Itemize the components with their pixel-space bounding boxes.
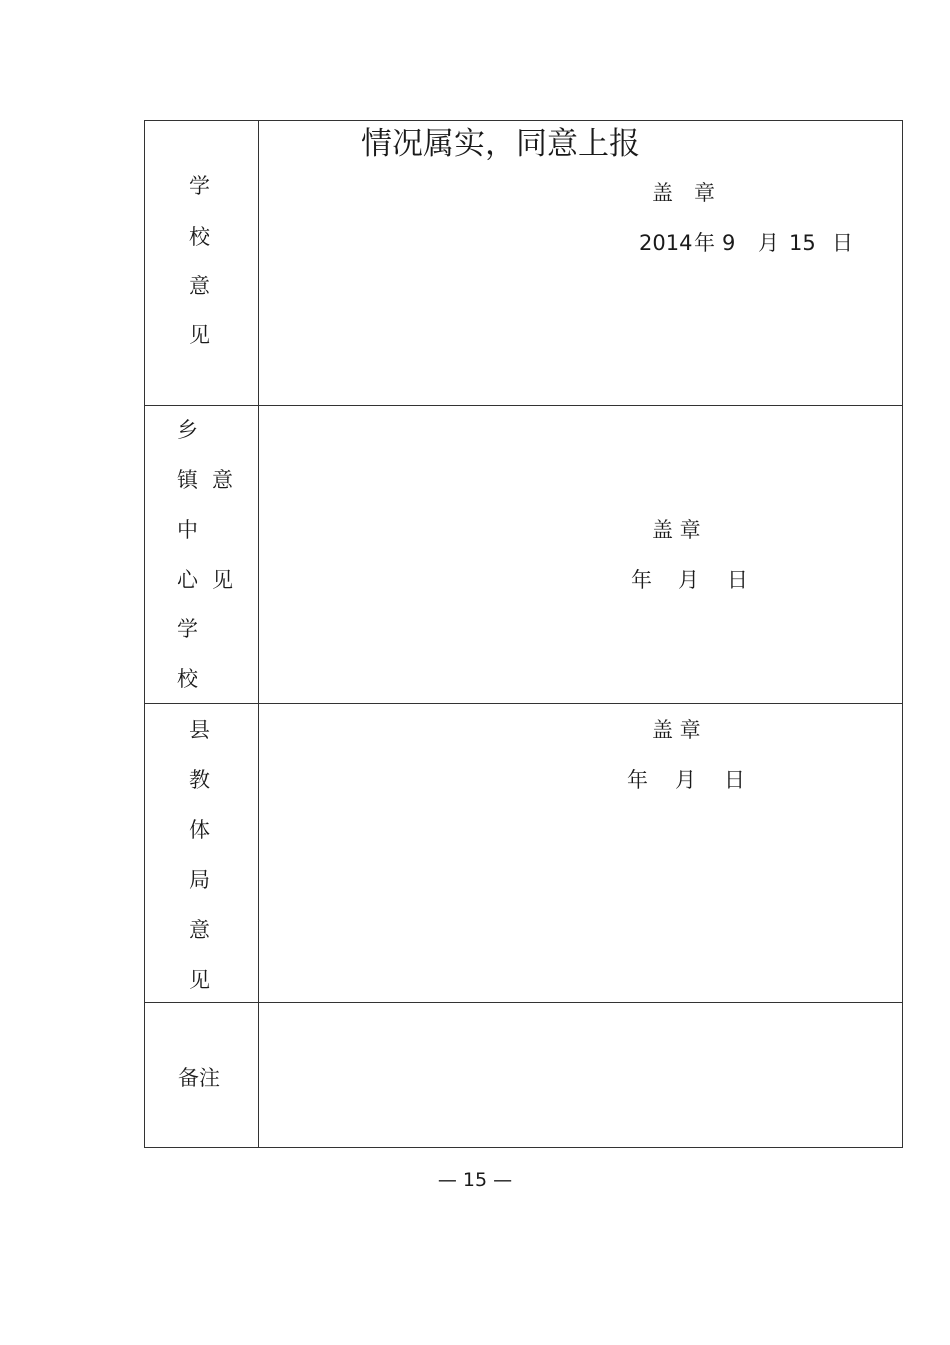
school-date-year: 2014 bbox=[639, 231, 693, 255]
remarks-label: 备注 bbox=[178, 1066, 220, 1090]
township-seal-label: 盖 章 bbox=[652, 518, 701, 542]
school-label-char: 校 bbox=[189, 225, 210, 249]
school-opinion-text: 情况属实，同意上报 bbox=[361, 126, 640, 162]
county-label-char: 见 bbox=[189, 968, 210, 992]
township-label-char: 校 bbox=[177, 667, 198, 691]
column-divider bbox=[258, 120, 259, 1148]
table-border-right bbox=[902, 120, 903, 1148]
school-date-month-unit: 月 bbox=[758, 231, 779, 255]
county-date-year-unit: 年 bbox=[627, 768, 648, 792]
county-label-char: 体 bbox=[189, 818, 210, 842]
school-date-month: 9 bbox=[722, 231, 736, 255]
township-label-char: 乡 bbox=[177, 418, 198, 442]
county-label-char: 局 bbox=[189, 868, 210, 892]
county-seal-label: 盖 章 bbox=[652, 718, 701, 742]
township-date-day-unit: 日 bbox=[727, 568, 748, 592]
township-label-char: 意 bbox=[212, 468, 233, 492]
school-label-char: 意 bbox=[189, 274, 210, 298]
county-date-day-unit: 日 bbox=[724, 768, 745, 792]
page-number: — 15 — bbox=[437, 1169, 513, 1191]
school-date-day-unit: 日 bbox=[832, 231, 853, 255]
county-date-month-unit: 月 bbox=[675, 768, 696, 792]
township-label-char: 中 bbox=[177, 518, 198, 542]
school-date-year-unit: 年 bbox=[694, 231, 715, 255]
school-seal-label: 盖 章 bbox=[652, 181, 715, 205]
township-date-month-unit: 月 bbox=[678, 568, 699, 592]
school-date-day: 15 bbox=[789, 231, 816, 255]
county-label-char: 教 bbox=[189, 768, 210, 792]
township-label-char: 学 bbox=[177, 617, 198, 641]
county-label-char: 县 bbox=[189, 718, 210, 742]
school-label-char: 学 bbox=[189, 174, 210, 198]
table-border-left bbox=[144, 120, 145, 1148]
township-date-year-unit: 年 bbox=[631, 568, 652, 592]
school-label-char: 见 bbox=[189, 323, 210, 347]
township-label-char: 心 bbox=[177, 568, 198, 592]
township-label-char: 见 bbox=[212, 568, 233, 592]
county-label-char: 意 bbox=[189, 918, 210, 942]
township-label-char: 镇 bbox=[177, 468, 198, 492]
